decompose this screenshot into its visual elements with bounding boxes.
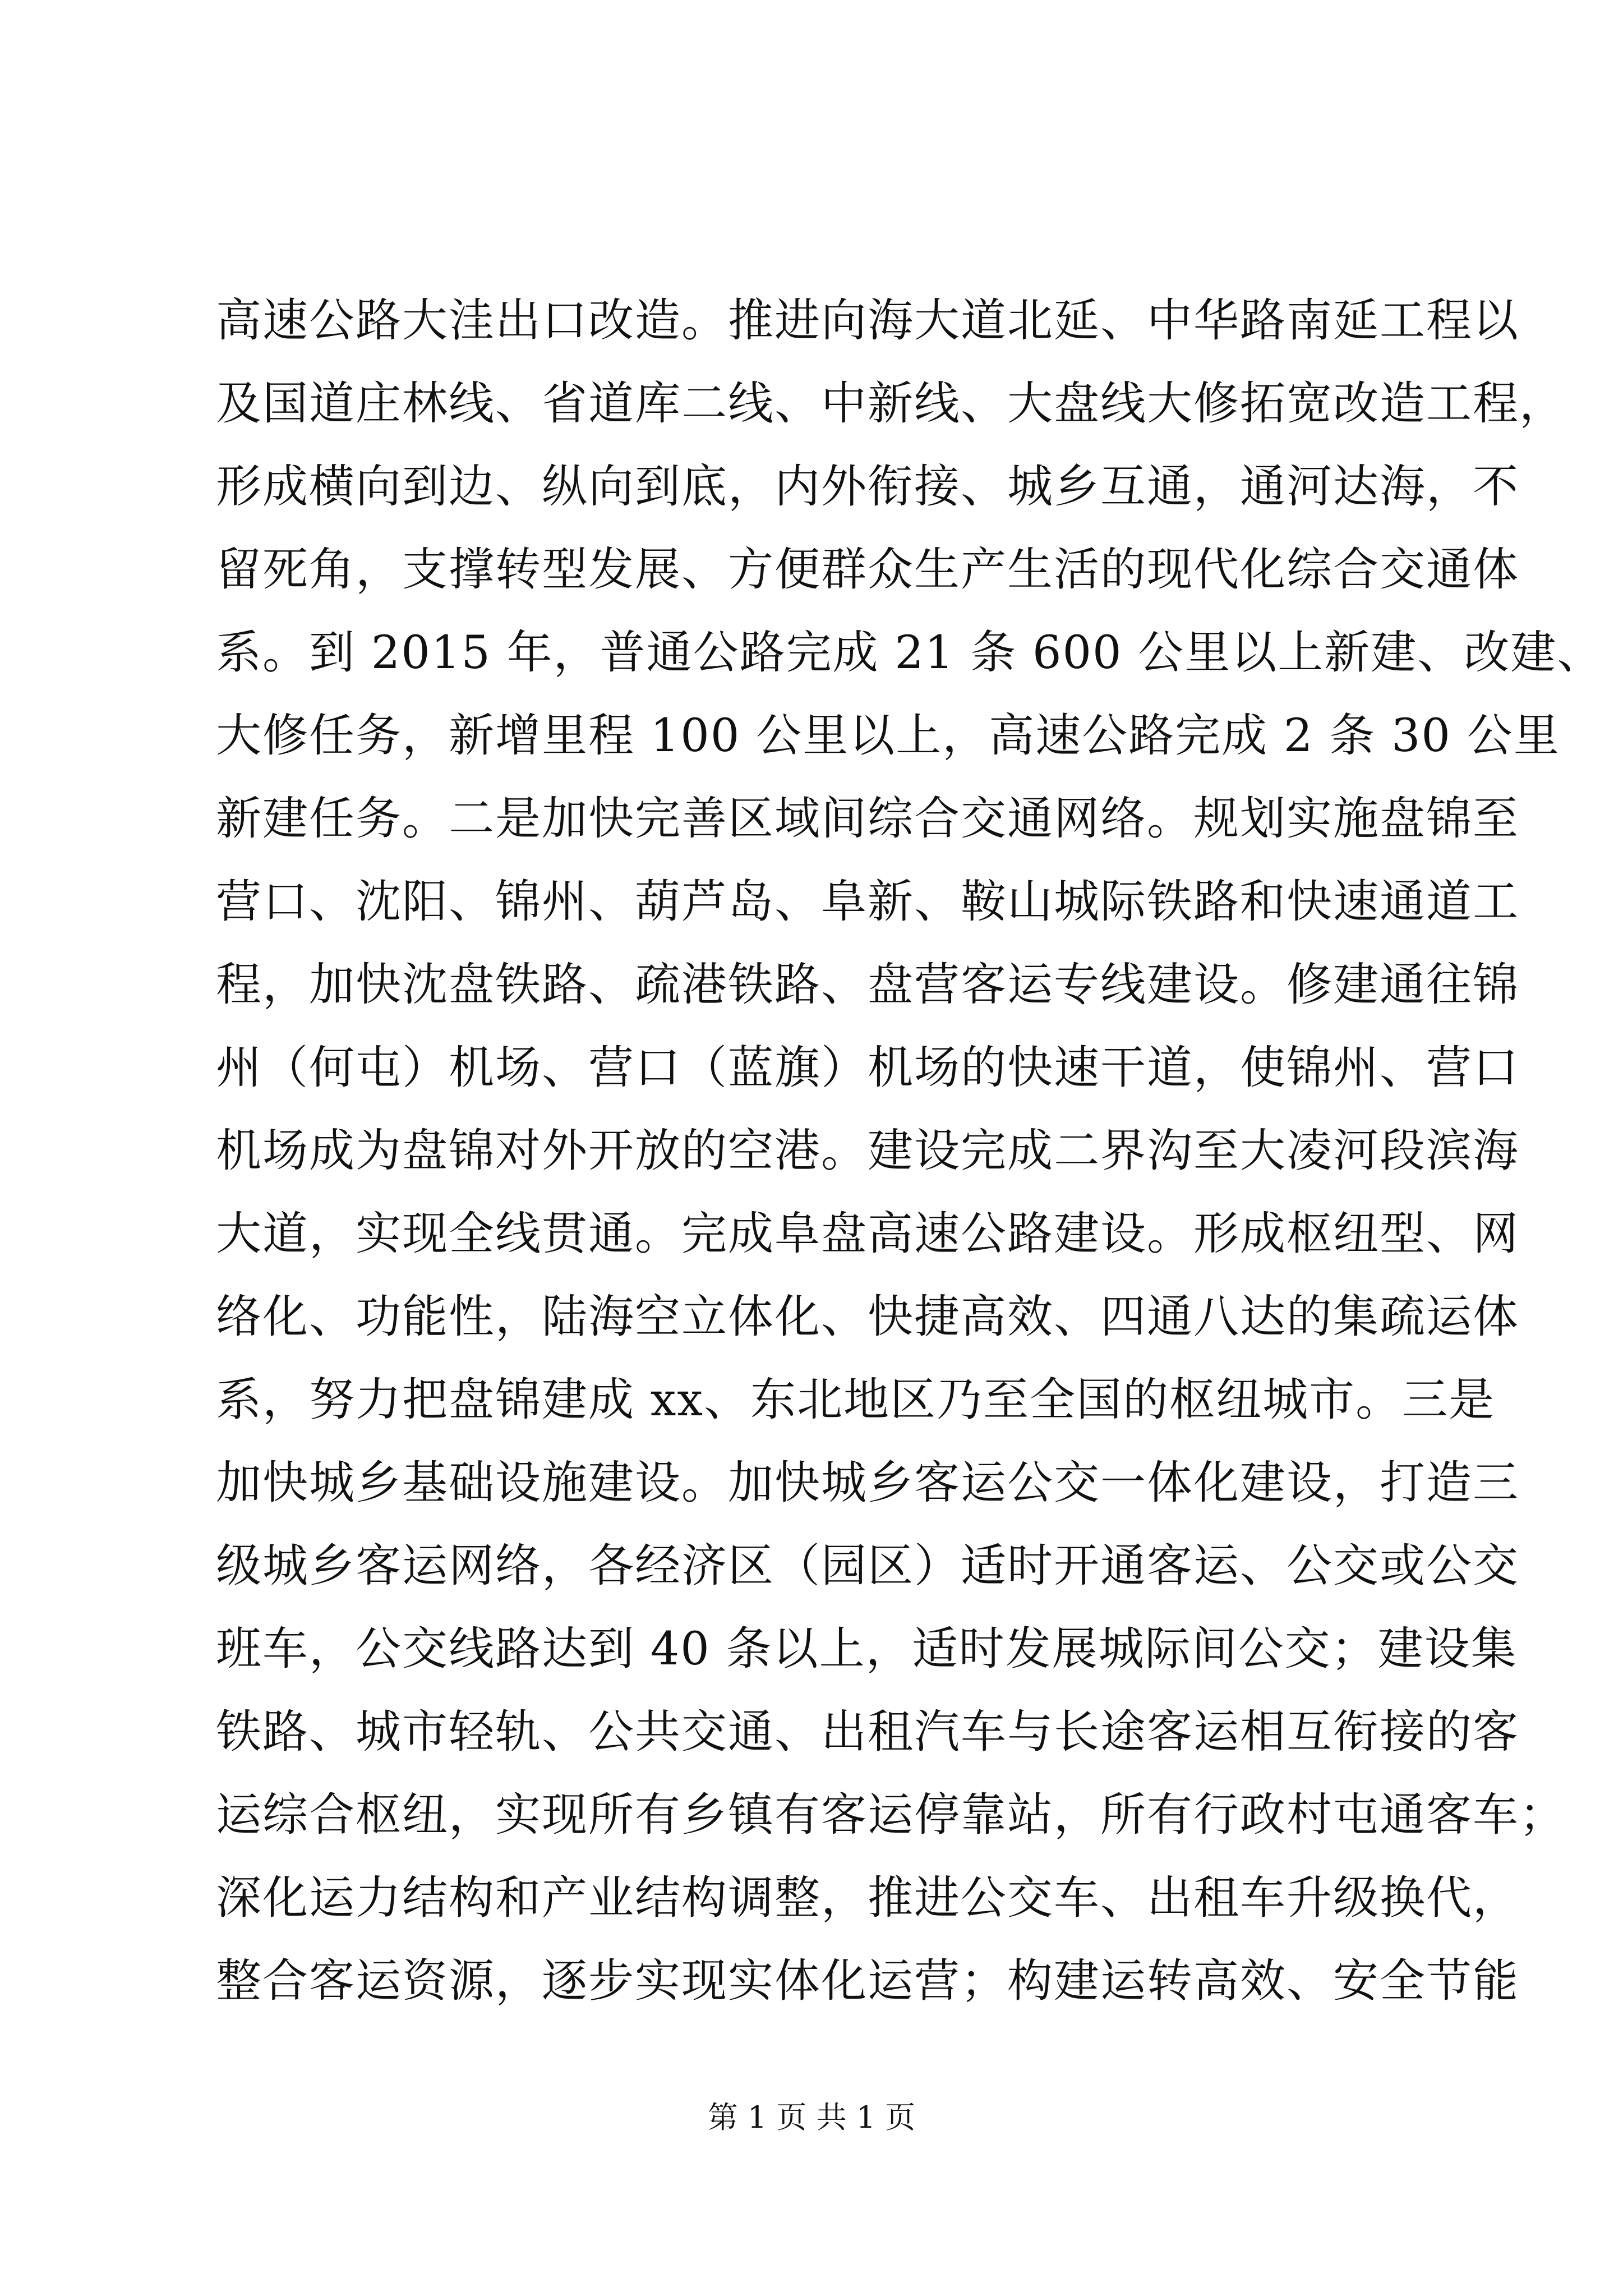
text-line: 大道，实现全线贯通。完成阜盘高速公路建设。形成枢纽型、网	[216, 1208, 1520, 1260]
text-line: 系。到 2015 年，普通公路完成 21 条 600 公里以上新建、改建、	[216, 627, 1604, 679]
text-line: 班车，公交线路达到 40 条以上，适时发展城际间公交；建设集	[216, 1623, 1518, 1676]
text-line: 深化运力结构和产业结构调整，推进公交车、出租车升级换代，	[216, 1872, 1520, 1925]
text-line: 留死角，支撑转型发展、方便群众生产生活的现代化综合交通体	[216, 544, 1520, 596]
page-footer	[0, 2098, 1623, 2137]
text-line: 州（何屯）机场、营口（蓝旗）机场的快速干道，使锦州、营口	[216, 1042, 1520, 1094]
text-line: 络化、功能性，陆海空立体化、快捷高效、四通八达的集疏运体	[216, 1291, 1520, 1343]
page-number: 第 1 页 共 1 页	[707, 2100, 916, 2135]
text-line: 高速公路大洼出口改造。推进向海大道北延、中华路南延工程以	[216, 295, 1520, 347]
text-line: 铁路、城市轻轨、公共交通、出租汽车与长途客运相互衔接的客	[216, 1706, 1520, 1759]
text-line: 及国道庄林线、省道库二线、中新线、大盘线大修拓宽改造工程，	[216, 378, 1566, 430]
text-line: 形成横向到边、纵向到底，内外衔接、城乡互通，通河达海，不	[216, 461, 1520, 513]
text-line: 程，加快沈盘铁路、疏港铁路、盘营客运专线建设。修建通往锦	[216, 959, 1520, 1011]
text-line: 大修任务，新增里程 100 公里以上，高速公路完成 2 条 30 公里	[216, 710, 1560, 762]
text-line: 机场成为盘锦对外开放的空港。建设完成二界沟至大凌河段滨海	[216, 1125, 1520, 1177]
text-line: 运综合枢纽，实现所有乡镇有客运停靠站，所有行政村屯通客车；	[216, 1789, 1566, 1842]
text-line: 营口、沈阳、锦州、葫芦岛、阜新、鞍山城际铁路和快速通道工	[216, 876, 1520, 928]
text-line: 整合客运资源，逐步实现实体化运营；构建运转高效、安全节能	[216, 1955, 1520, 2008]
text-line: 系，努力把盘锦建成 xx、东北地区乃至全国的枢纽城市。三是	[216, 1374, 1496, 1427]
text-line: 级城乡客运网络，各经济区（园区）适时开通客运、公交或公交	[216, 1540, 1520, 1593]
text-line: 新建任务。二是加快完善区域间综合交通网络。规划实施盘锦至	[216, 793, 1520, 845]
text-line: 加快城乡基础设施建设。加快城乡客运公交一体化建设，打造三	[216, 1457, 1520, 1510]
body-text	[216, 279, 1604, 2023]
